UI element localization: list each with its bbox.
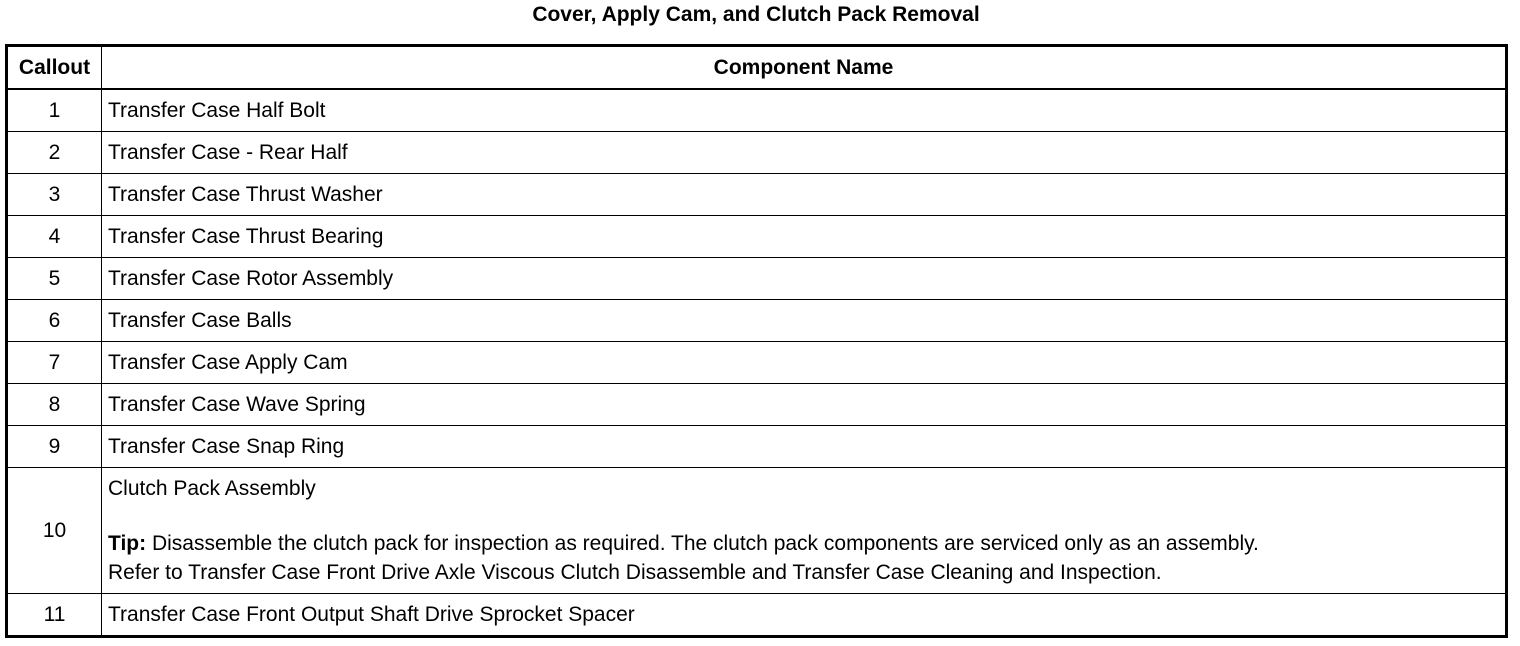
tip-line-1: Disassemble the clutch pack for inspection as required. The clutch pack components are serviced only as an assembly.	[146, 532, 1259, 555]
tip-text	[108, 529, 1505, 558]
table-row	[7, 594, 1507, 637]
table-row	[7, 89, 1507, 132]
header-callout: Callout	[7, 46, 102, 90]
table-header-row	[7, 46, 1507, 90]
table-row	[7, 384, 1507, 426]
tip-line-2: Refer to Transfer Case Front Drive Axle Viscous Clutch Disassemble and Transfer Case Cleaning and Inspection.	[108, 561, 1162, 584]
component-name-text: Clutch Pack Assembly	[108, 477, 316, 500]
table-row	[7, 174, 1507, 216]
component-name-cell: Transfer Case Wave Spring	[102, 384, 1507, 426]
component-name-cell: Transfer Case Front Output Shaft Drive Sprocket Spacer	[102, 594, 1507, 637]
callout-cell: 1	[7, 89, 102, 132]
table-row	[7, 426, 1507, 468]
components-table	[5, 44, 1508, 638]
component-name-cell: Transfer Case Rotor Assembly	[102, 258, 1507, 300]
callout-cell: 2	[7, 132, 102, 174]
callout-cell: 10	[7, 468, 102, 594]
component-name-cell: Transfer Case Thrust Washer	[102, 174, 1507, 216]
table-row	[7, 300, 1507, 342]
component-name-cell: Transfer Case Thrust Bearing	[102, 216, 1507, 258]
callout-cell: 6	[7, 300, 102, 342]
callout-cell: 8	[7, 384, 102, 426]
callout-cell: 3	[7, 174, 102, 216]
tip-label: Tip:	[108, 532, 147, 555]
callout-cell: 9	[7, 426, 102, 468]
spacer	[108, 503, 1505, 529]
component-name-cell: Transfer Case Apply Cam	[102, 342, 1507, 384]
table-row	[7, 468, 1507, 594]
callout-cell: 7	[7, 342, 102, 384]
component-name-cell: Transfer Case - Rear Half	[102, 132, 1507, 174]
page-title: Cover, Apply Cam, and Clutch Pack Removal	[532, 3, 980, 26]
component-name-cell	[102, 468, 1507, 594]
table-row	[7, 258, 1507, 300]
table-row	[7, 342, 1507, 384]
component-name-cell: Transfer Case Snap Ring	[102, 426, 1507, 468]
component-name-cell: Transfer Case Half Bolt	[102, 89, 1507, 132]
callout-cell: 4	[7, 216, 102, 258]
callout-cell: 5	[7, 258, 102, 300]
table-row	[7, 132, 1507, 174]
callout-cell: 11	[7, 594, 102, 637]
component-name-cell: Transfer Case Balls	[102, 300, 1507, 342]
table-row	[7, 216, 1507, 258]
header-component-name: Component Name	[102, 46, 1507, 90]
